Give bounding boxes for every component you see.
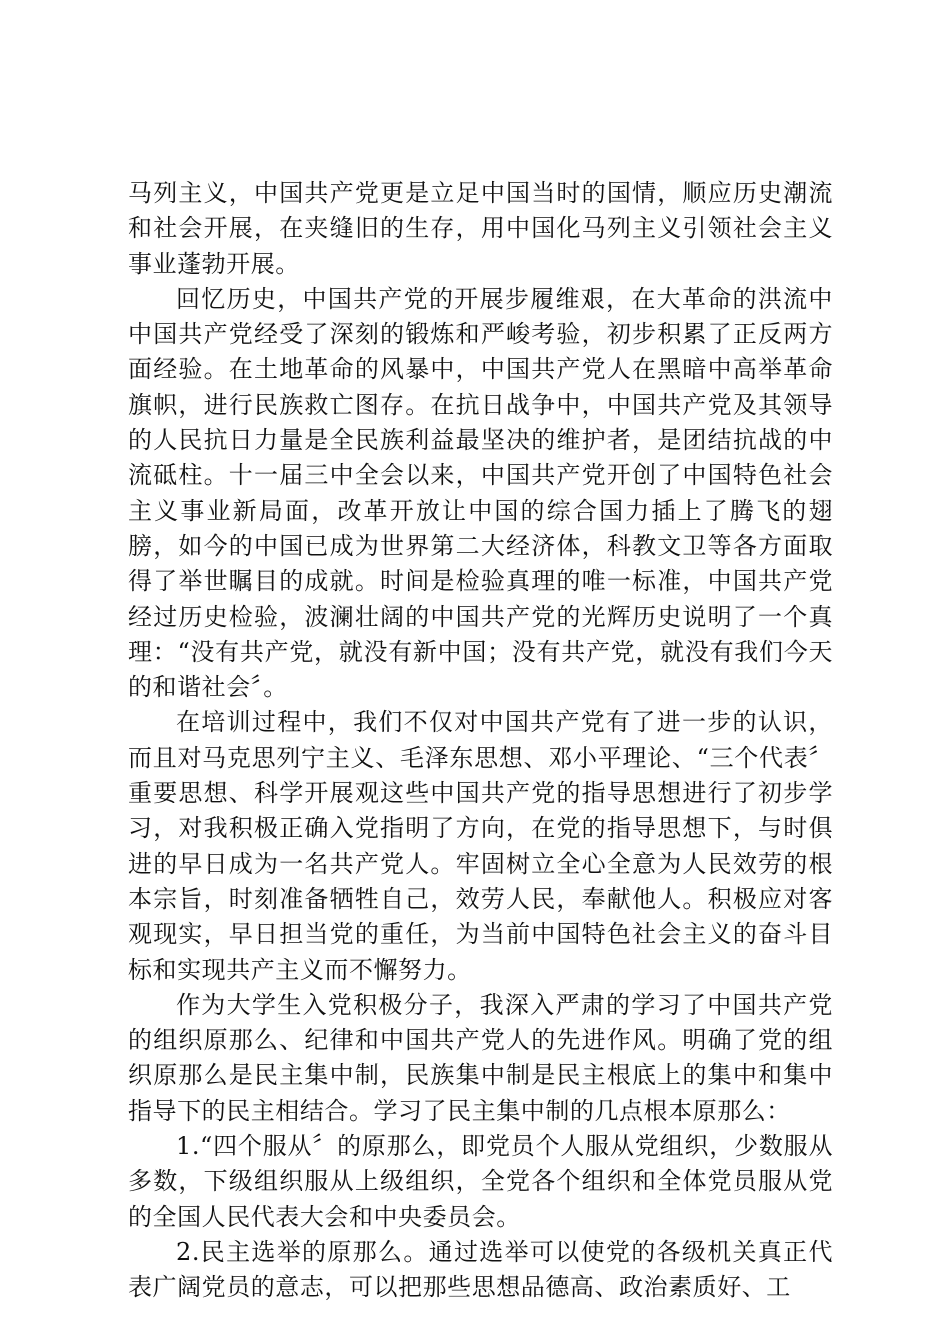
paragraph-training-reflection: 在培训过程中，我们不仅对中国共产党有了进一步的认识，而且对马克思列宁主义、毛泽东思想、邓小平理论、“三个代表〞重要思想、科学开展观这些中国共产党的指导思想进行了初步学习，对我积极正确入党指明了方向，在党的指导思想下，与时俱进的早日成为一名共产党人。牢固树立全心全意为人民效劳的根本宗旨，时刻准备牺牲自己，效劳人民，奉献他人。积极应对客观现实，早日担当党的重任，为当前中国特色社会主义的奋斗目标和实现共产主义而不懈努力。 [128,708,833,984]
paragraph-history-review: 回忆历史，中国共产党的开展步履维艰，在大革命的洪流中中国共产党经受了深刻的锻炼和严峻考验，初步积累了正反两方面经验。在土地革命的风暴中，中国共产党人在黑暗中高举革命旗帜，进行民族救亡图存。在抗日战争中，中国共产党及其领导的人民抗日力量是全民族利益最坚决的维护者，是团结抗战的中流砥柱。十一届三中全会以来，中国共产党开创了中国特色社会主义事业新局面，改革开放让中国的综合国力插上了腾飞的翅膀，如今的中国已成为世界第二大经济体，科教文卫等各方面取得了举世瞩目的成就。时间是检验真理的唯一标准，中国共产党经过历史检验，波澜壮阔的中国共产党的光辉历史说明了一个真理：“没有共产党，就没有新中国；没有共产党，就没有我们今天的和谐社会〞。 [128,284,833,702]
document-page [128,176,833,1306]
paragraph-party-activist: 作为大学生入党积极分子，我深入严肃的学习了中国共产党的组织原那么、纪律和中国共产党人的先进作风。明确了党的组织原那么是民主集中制，民族集中制是民主根底上的集中和集中指导下的民主相结合。学习了民主集中制的几点根本原那么： [128,990,833,1125]
list-item-democratic-election: 2.民主选举的原那么。通过选举可以使党的各级机关真正代表广阔党员的意志，可以把那些思想品德高、政治素质好、工 [128,1237,833,1302]
paragraph-continuation: 马列主义，中国共产党更是立足中国当时的国情，顺应历史潮流和社会开展，在夹缝旧的生存，用中国化马列主义引领社会主义事业蓬勃开展。 [128,179,833,278]
list-item-four-obediences: 1.“四个服从〞的原那么，即党员个人服从党组织，少数服从多数，下级组织服从上级组织，全党各个组织和全体党员服从党的全国人民代表大会和中央委员会。 [128,1132,833,1231]
